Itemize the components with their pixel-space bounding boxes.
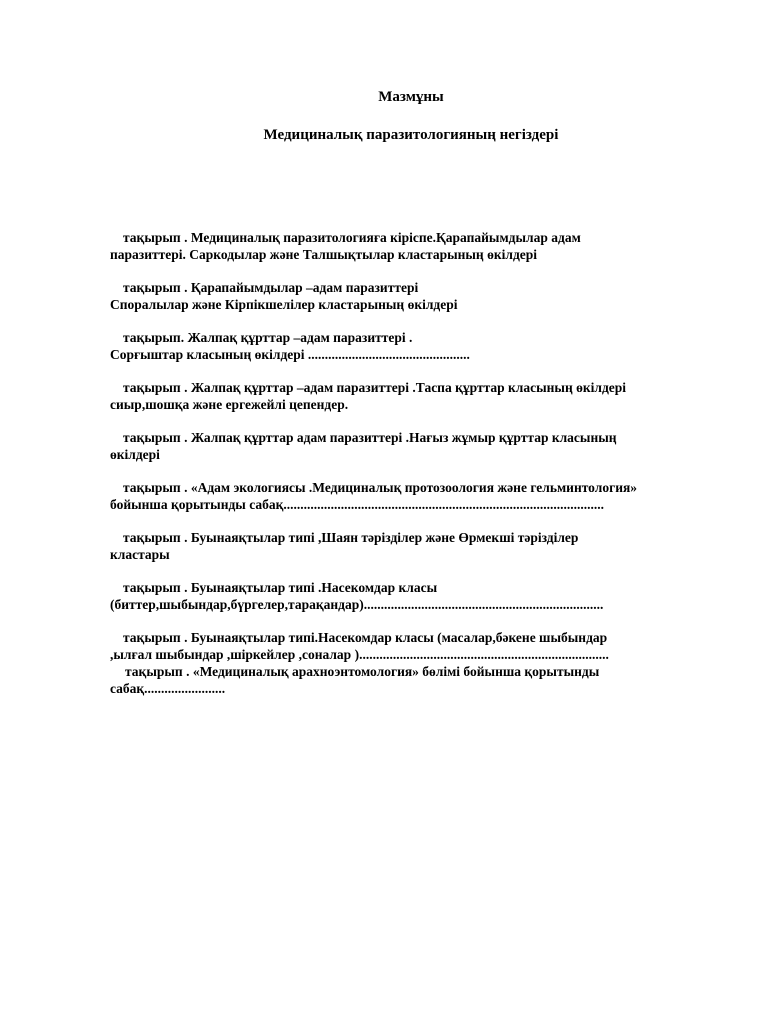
toc-entry-line: тақырып . Қарапайымдылар –адам паразиттері [123,280,419,295]
toc-entry-line: тақырып . Буынаяқтылар типі.Насекомдар класы (масалар,бәкене шыбындар [123,630,608,645]
toc-entry [110,279,730,313]
toc-entry-line: тақырып. Жалпақ құрттар –адам паразиттері . [123,330,413,345]
toc-entry-line: тақырып . «Медициналық арахноэнтомология» бөлімі бойынша қорытынды [125,664,600,679]
toc-entry [110,629,730,663]
toc-entry-line: ,ылғал шыбындар ,шіркейлер ,соналар ).......................................................................... [110,647,609,662]
toc-entry [110,663,730,697]
toc-entry-line: тақырып . Жалпақ құрттар адам паразиттері .Нағыз жұмыр құрттар класының [123,430,617,445]
toc-entry-line: тақырып . «Адам экологиясы .Медициналық протозоология және гельминтология» [123,480,638,495]
toc-entry-line: паразиттері. Саркодылар және Талшықтылар кластарының өкілдері [110,247,538,262]
toc-entry [110,429,730,463]
page-title: Мазмұны [378,89,444,105]
toc-entry-line: бойынша қорытынды сабақ............................................................................................... [110,497,605,512]
toc-entry-line: Сорғыштар класының өкілдері ................................................ [110,347,470,362]
toc-entry-line: тақырып . Медициналық паразитологияға кіріспе.Қарапайымдылар адам [123,230,581,245]
toc-entry-line: тақырып . Жалпақ құрттар –адам паразиттері .Таспа құрттар класының өкілдері [123,380,627,395]
toc-entry-line: (биттер,шыбындар,бүргелер,тарақандар)....................................................................... [110,597,604,612]
toc-entry-line: кластары [110,547,170,562]
table-of-contents [110,229,730,697]
page-subtitle: Медициналық паразитологияның негіздері [263,127,559,143]
toc-entry [110,479,730,513]
toc-entry-line: өкілдері [110,447,160,462]
toc-entry-line: сабақ........................ [110,681,226,696]
toc-entry [110,229,730,263]
toc-entry-line: тақырып . Буынаяқтылар типі ,Шаян тәрізділер және Өрмекші тәрізділер [123,530,579,545]
toc-entry-line: сиыр,шошқа және ергежейлі цепендер. [110,397,349,412]
toc-entry [110,529,730,563]
toc-entry-line: Споралылар және Кірпікшелілер кластарының өкілдері [110,297,458,312]
toc-entry [110,329,730,363]
toc-entry [110,579,730,613]
toc-entry-line: тақырып . Буынаяқтылар типі .Насекомдар класы [123,580,438,595]
toc-entry [110,379,730,413]
